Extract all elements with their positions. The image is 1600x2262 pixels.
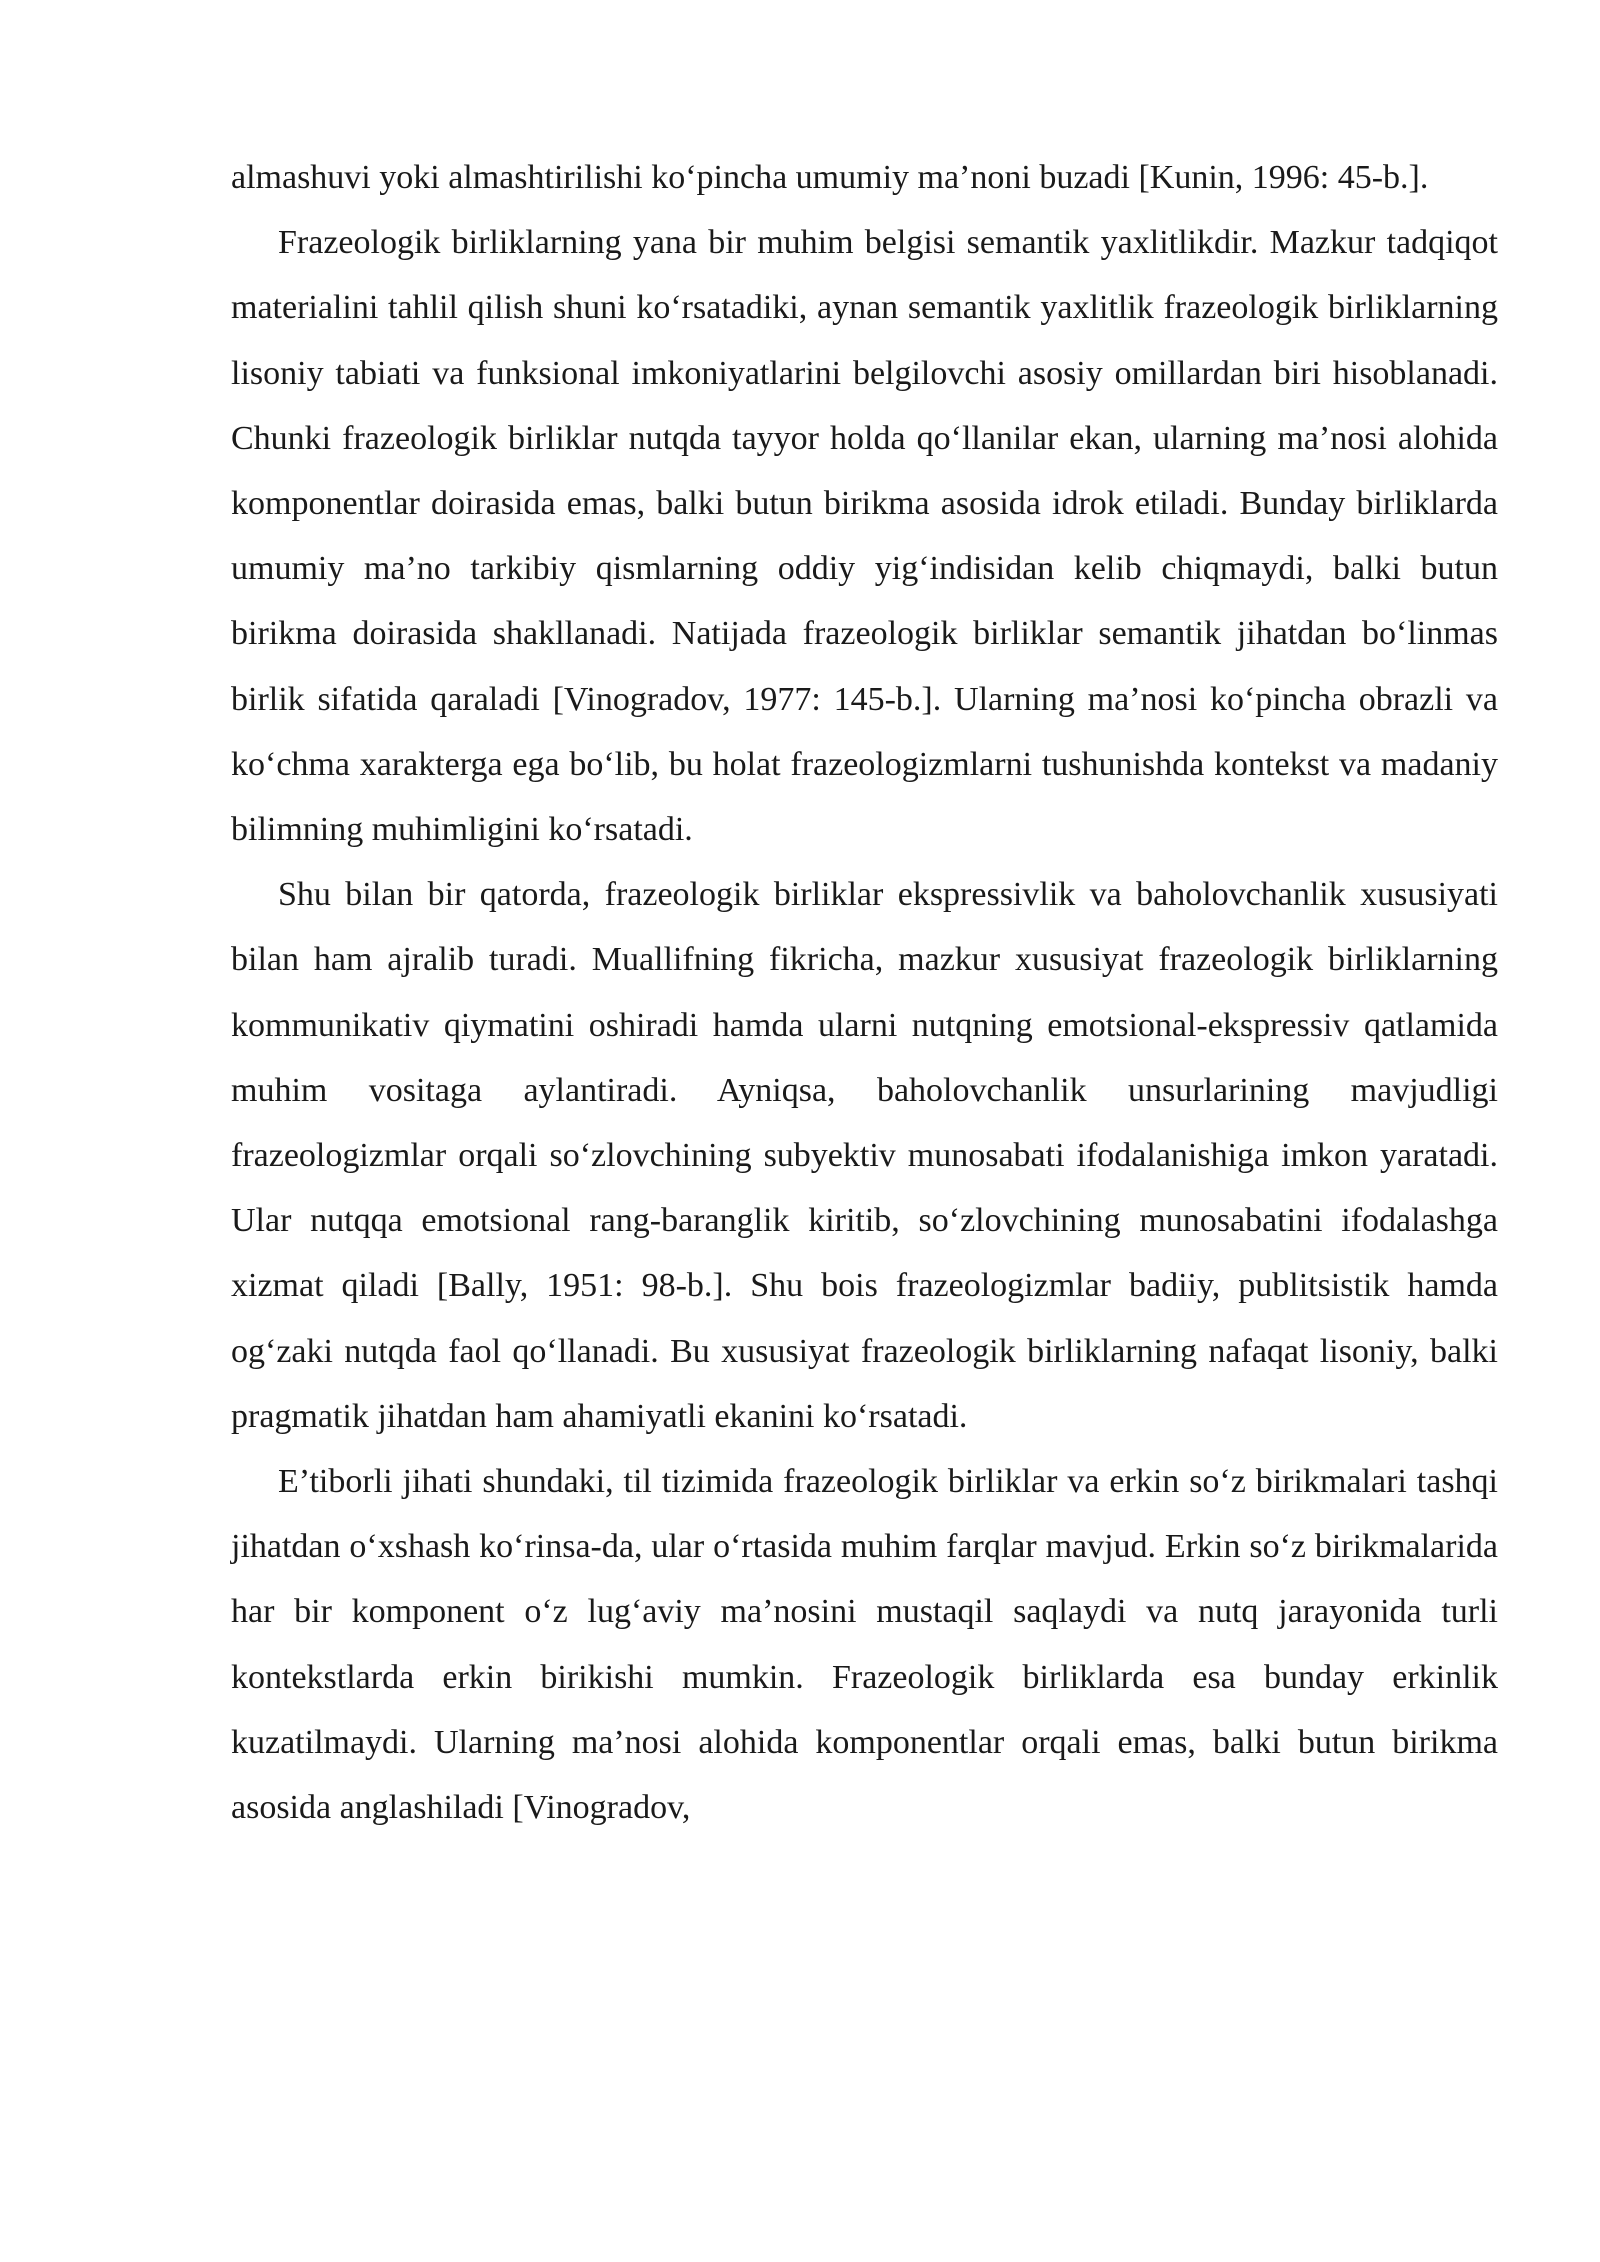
- paragraph-expressiveness: Shu bilan bir qatorda, frazeologik birliklar ekspressivlik va baholovchanlik xususiyati bilan ham ajralib turadi. Muallifning fikricha, mazkur xususiyat frazeologik birliklarning kommunikativ qiymatini oshiradi hamda ularni nutqning emotsional-ekspressiv qatlamida muhim vositaga aylantiradi. Ayniqsa, baholovchanlik unsurlarining mavjudligi frazeologizmlar orqali so‘zlovchining subyektiv munosabati ifodalanishiga imkon yaratadi. Ular nutqqa emotsional rang-baranglik kiritib, so‘zlovchining munosabatini ifodalashga xizmat qiladi [Bally, 1951: 98-b.]. Shu bois frazeologizmlar badiiy, publitsistik hamda og‘zaki nutqda faol qo‘llanadi. Bu xususiyat frazeologik birliklarning nafaqat lisoniy, balki pragmatik jihatdan ham ahamiyatli ekanini ko‘rsatadi.: [231, 876, 1498, 1435]
- paragraph-free-combinations: E’tiborli jihati shundaki, til tizimida frazeologik birliklar va erkin so‘z birikmalari tashqi jihatdan o‘xshash ko‘rinsa-da, ular o‘rtasida muhim farqlar mavjud. Erkin so‘z birikmalarida har bir komponent o‘z lug‘aviy ma’nosini mustaqil saqlaydi va nutq jarayonida turli kontekstlarda erkin birikishi mumkin. Frazeologik birliklarda esa bunday erkinlik kuzatilmaydi. Ularning ma’nosi alohida komponentlar orqali emas, balki butun birikma asosida anglashiladi [Vinogradov,: [231, 1463, 1498, 1827]
- paragraph-semantic-integrity: Frazeologik birliklarning yana bir muhim belgisi semantik yaxlitlikdir. Mazkur tadqiqot materialini tahlil qilish shuni ko‘rsatadiki, aynan semantik yaxlitlik frazeologik birliklarning lisoniy tabiati va funksional imkoniyatlarini belgilovchi asosiy omillardan biri hisoblanadi. Chunki frazeologik birliklar nutqda tayyor holda qo‘llanilar ekan, ularning ma’nosi alohida komponentlar doirasida emas, balki butun birikma asosida idrok etiladi. Bunday birliklarda umumiy ma’no tarkibiy qismlarning oddiy yig‘indisidan kelib chiqmaydi, balki butun birikma doirasida shakllanadi. Natijada frazeologik birliklar semantik jihatdan bo‘linmas birlik sifatida qaraladi [Vinogradov, 1977: 145-b.]. Ularning ma’nosi ko‘pincha obrazli va ko‘chma xarakterga ega bo‘lib, bu holat frazeologizmlarni tushunishda kontekst va madaniy bilimning muhimligini ko‘rsatadi.: [231, 224, 1498, 849]
- document-body: [231, 145, 1498, 1840]
- paragraph-continued: almashuvi yoki almashtirilishi ko‘pincha umumiy ma’noni buzadi [Kunin, 1996: 45-b.].: [231, 159, 1429, 196]
